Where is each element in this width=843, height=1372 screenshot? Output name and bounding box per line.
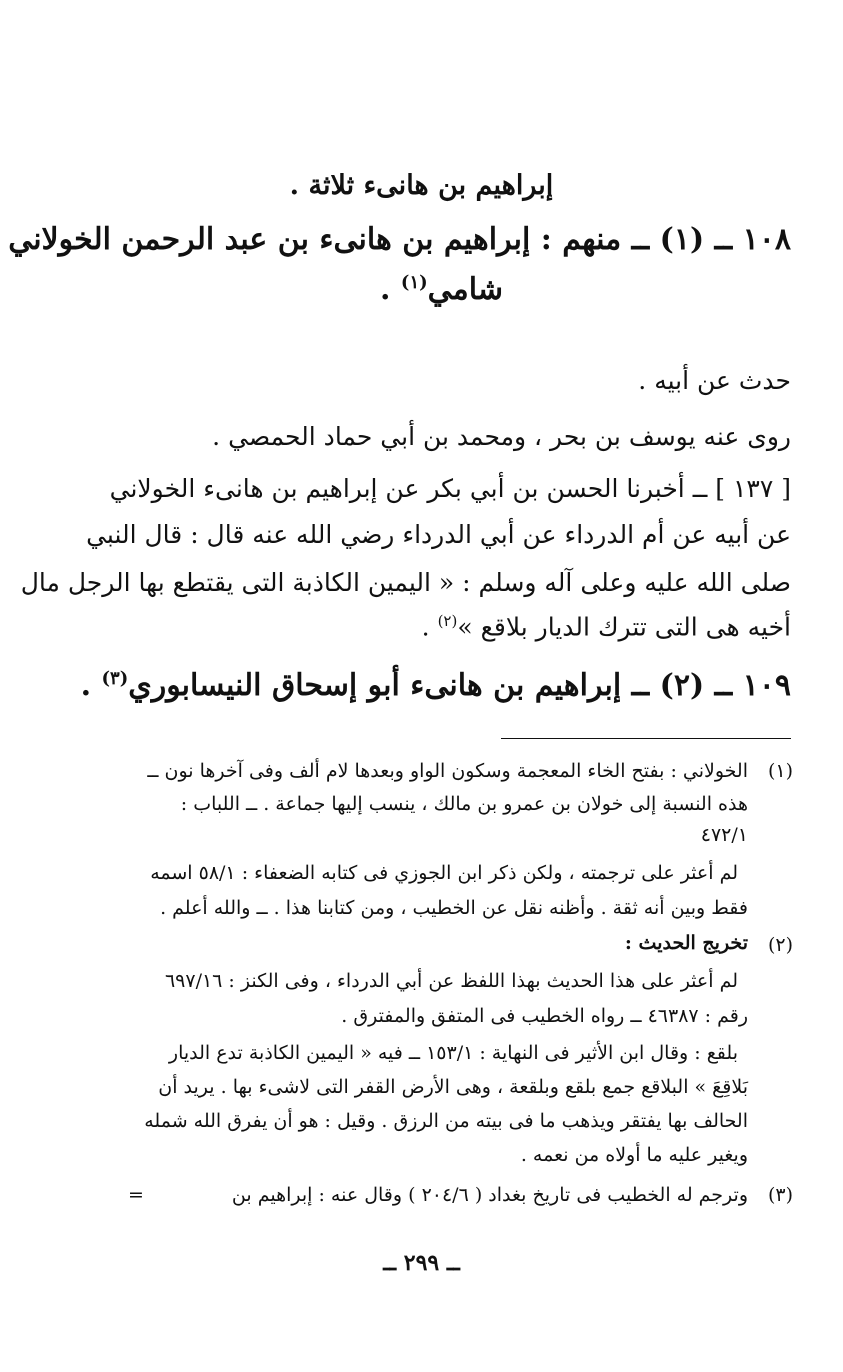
hadith-isnad-line: [ ١٣٧ ] ــ أخبرنا الحسن بن أبي بكر عن إبراهيم بن هانىء الخولاني <box>109 474 791 503</box>
page-number: ــ ٢٩٩ ــ <box>383 1250 460 1276</box>
entry-108-heading: ١٠٨ ــ (١) ــ منهم : إبراهيم بن هانىء بن عبد الرحمن الخولاني <box>8 222 791 257</box>
footnote-3-number: (٣) <box>767 1184 793 1206</box>
section-heading: إبراهيم بن هانىء ثلاثة . <box>289 170 554 201</box>
footnote-separator <box>501 738 791 739</box>
footnote-ref-1: (١) <box>400 272 428 293</box>
footnote-3-line: وترجم له الخطيب فى تاريخ بغداد ( ٢٠٤/٦ ) وقال عنه : إبراهيم بن <box>231 1184 748 1206</box>
footnote-2-line: الحالف بها يفتقر ويذهب ما فى بيته من الرزق . وقيل : هو أن يفرق الله شمله <box>144 1110 748 1132</box>
footnote-1-line: لم أعثر على ترجمته ، ولكن ذكر ابن الجوزي فى كتابه الضعفاء : ٥٨/١ اسمه <box>150 862 738 884</box>
footnote-2-line: بَلاقِعَ » البلاقع جمع بلقع وبلقعة ، وهى الأرض القفر التى لاشىء بها . يريد أن <box>158 1076 748 1098</box>
continuation-mark: = <box>128 1184 144 1206</box>
footnote-1-line: هذه النسبة إلى خولان بن عمرو بن مالك ، ينسب إليها جماعة . ــ اللباب : <box>180 793 748 815</box>
hadith-line-end: أخيه هى التى تترك الديار بلاقع »$^{(٢)}$ . <box>421 612 791 642</box>
footnote-2-line: لم أعثر على هذا الحديث بهذا اللفظ عن أبي الدرداء ، وفى الكنز : ٦٩٧/١٦ <box>164 970 738 992</box>
footnote-2-line: بلقع : وقال ابن الأثير فى النهاية : ١٥٣/١ ــ فيه « اليمين الكاذبة تدع الديار <box>168 1042 738 1064</box>
footnote-1-line: ٤٧٢/١ <box>700 824 748 846</box>
footnote-2-title: تخريج الحديث : <box>624 932 748 954</box>
footnote-1-line: فقط وبين أنه ثقة . وأظنه نقل عن الخطيب ، ومن كتابنا هذا . ــ والله أعلم . <box>160 897 748 919</box>
narration-line: حدث عن أبيه . <box>638 366 791 395</box>
footnote-1-line: الخولاني : بفتح الخاء المعجمة وسكون الواو وبعدها لام ألف وفى آخرها نون ــ <box>147 760 748 782</box>
narrators-line: روى عنه يوسف بن بحر ، ومحمد بن أبي حماد الحمصي . <box>212 422 791 451</box>
footnote-2-line: ويغير عليه ما أولاه من نعمه . <box>520 1144 748 1166</box>
footnote-2-number: (٢) <box>767 934 793 956</box>
hadith-line: صلى الله عليه وعلى آله وسلم : « اليمين الكاذبة التى يقتطع بها الرجل مال <box>20 568 791 597</box>
footnote-2-line: رقم : ٤٦٣٨٧ ــ رواه الخطيب فى المتفق والمفترق . <box>341 1005 748 1027</box>
entry-109-heading: ١٠٩ ــ (٢) ــ إبراهيم بن هانىء أبو إسحاق النيسابوري$^{(٣)}$ . <box>80 668 791 703</box>
entry-108-heading-cont: شامي$^{(١)}$ . <box>380 272 503 307</box>
footnote-ref-2: (٢) <box>437 612 458 630</box>
footnote-ref-3: (٣) <box>101 668 129 689</box>
footnote-1-number: (١) <box>767 760 793 782</box>
hadith-line: عن أبيه عن أم الدرداء عن أبي الدرداء رضي الله عنه قال : قال النبي <box>86 520 791 549</box>
